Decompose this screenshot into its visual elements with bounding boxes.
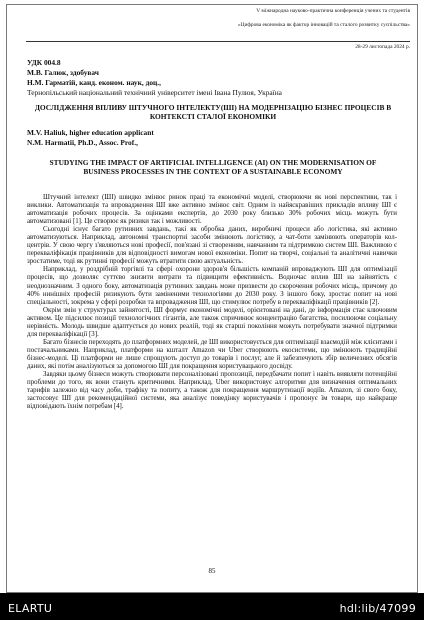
author-en-2: N.M. Harmatii, Ph.D., Assoc. Prof., bbox=[27, 138, 138, 147]
author-ua-1: М.В. Галюк, здобувач bbox=[27, 68, 99, 77]
author-ua-2: Н.М. Гарматій, канд. економ. наук, доц., bbox=[27, 78, 161, 87]
paragraph: Багато бізнесів переходять до платформних моделей, де ШІ використовується для оптимізації взаємодій між клієнтами і постачальниками. Наприклад, платформи на кшталт Amazon чи Uber створюють екосистеми, що змінюють традиційні бізнес-моделі. Ці платформи не лише спрощують доступ до товарів і послуг, але й забезпечують збір величезних обсягів даних, які потім аналізуються за допомогою ШІ для покращення користувацького досвіду. bbox=[27, 338, 397, 370]
title-ua: ДОСЛІДЖЕННЯ ВПЛИВУ ШТУЧНОГО ІНТЕЛЕКТУ(ШІ) НА МОДЕРНІЗАЦІЮ БІЗНЕС ПРОЦЕСІВ В КОНТЕКСТІ СТАЛОЇ ЕКОНОМІКИ bbox=[34, 103, 392, 121]
footer-handle: hdl:lib/47099 bbox=[339, 602, 416, 615]
affiliation: Тернопільський національний технічний університет імені Івана Пулюя, Україна bbox=[27, 88, 282, 97]
author-en-1: M.V. Haliuk, higher education applicant bbox=[27, 128, 154, 137]
conference-header-line2: «Цифрова економіка як фактор інновацій та сталого розвитку суспільства» bbox=[237, 22, 410, 28]
page-number: 85 bbox=[208, 567, 216, 575]
paragraph: Сьогодні існує багато рутинних завдань, такі як обробка даних, виробничі процеси або логістика, які активно автоматизуються. Наприклад, автономні транспортні засоби змінюють логістику, а чат-боти замінюють операторів кол-центрів. У свою чергу з'являються нові професії, пов'язані зі створенням, навчанням та підтримкою систем ШІ. Важливою є перекваліфікація працівників для відповідності вимогам нової економіки. Попит на творчі, соціальні та аналітичні навички зростатиме, тоді як рутинні професії можуть втратити свою актуальність. bbox=[27, 226, 397, 266]
paragraph: Наприклад, у роздрібній торгівлі та сфері охорони здоров'я більшість компаній впроваджують ШІ для оптимізації процесів, що дозволяє суттєво знизити витрати та підвищити ефективність. Водночас вплив ШІ на зайнятість є неоднозначним. З одного боку, автоматизація рутинних завдань може призвести до скорочення робочих місць, причому до 40% нинішніх професій ризикують бути заміненими технологіями до 2030 року. З іншого боку, зростає попит на нові спеціальності, зокрема у сфері розробки та впровадження ШІ, що стимулює потребу в перекваліфікації працівників [2]. bbox=[27, 266, 397, 306]
paragraph: Штучний інтелект (ШІ) швидко змінює ринок праці та економічні моделі, створюючи як нові перспективи, так і виклики. Автоматизація та впровадження ШІ вже активно змінює світ. Одним із найяскравіших прикладів впливу ШІ є автоматизація робочих процесів. За оцінками експертів, до 2030 року близько 30% робочих місць можуть бути автоматизовані [1]. Це створює як ризики так і можливості. bbox=[27, 194, 397, 226]
footer-repository-name: ELARTU bbox=[8, 602, 53, 615]
article-body bbox=[27, 194, 397, 411]
paragraph: Окрім змін у структурах зайнятості, ШІ формує економічні моделі, орієнтовані на дані, де інформація стає ключовим активом. Це підсилює позиції технологічних гігантів, але також спричинює концентрацію багатства, посилюючи соціальну нерівність. Молодь швидше адаптується до нових реалій, тоді як старші покоління можуть потребувати значної підтримки для перекваліфікації [3]. bbox=[27, 306, 397, 338]
udc-code: УДК 004.8 bbox=[27, 58, 61, 67]
header-divider bbox=[26, 41, 410, 42]
conference-header-line1: V міжнародна науково-практична конференція учених та студентів bbox=[256, 8, 410, 14]
title-en: STUDYING THE IMPACT OF ARTIFICIAL INTELLIGENCE (AI) ON THE MODERNISATION OF BUSINESS PROCESSES IN THE CONTEXT OF A SUSTAINABLE ECONOMY bbox=[49, 158, 377, 176]
paragraph: Завдяки цьому бізнеси можуть створювати персоналізовані пропозиції, передбачати попит і навіть виявляти потенційні проблеми до того, як вони стануть критичними. Наприклад, Uber використовує алгоритми для визначення оптимальних тарифів залежно від часу доби, трафіку та попиту, а також для покращення маршрутизації водіїв. Amazon, зі свого боку, застосовує ШІ для рекомендаційної системи, яка аналізує поведінку користувачів і пропонує їм товари, що найкраще відповідають їхнім потребам [4]. bbox=[27, 371, 397, 411]
conference-date: 28-29 листопада 2024 р. bbox=[355, 44, 410, 50]
repository-footer bbox=[0, 593, 424, 620]
